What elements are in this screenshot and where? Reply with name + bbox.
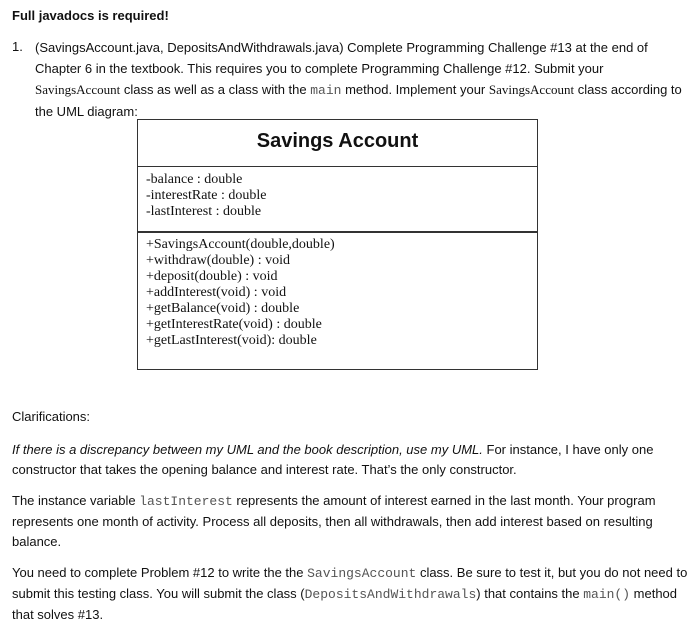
code-savingsaccount: SavingsAccount xyxy=(307,566,417,581)
code-lastinterest: lastInterest xyxy=(139,494,233,509)
paragraph-text: method that solves #13. xyxy=(12,586,678,622)
code-main-method: main() xyxy=(583,587,631,602)
item-text-part1: (SavingsAccount.java, DepositsAndWithdrawals.java) Complete Programming Challenge #13 at the end of Chapter 6 in the textbook. This requires you to complete Programming Challenge #12. Submit your xyxy=(35,40,648,76)
paragraph-text: represents the amount of interest earned in the last month. Your program represents one month of activity. Process all deposits, then all withdrawals, then add interest based on resulting balance. xyxy=(12,493,656,549)
item-text-part2: class as well as a class with the xyxy=(120,82,311,97)
class-name-savingsaccount-2: SavingsAccount xyxy=(488,82,575,97)
list-item-number: 1. xyxy=(12,39,23,54)
uml-attribute: -lastInterest : double xyxy=(146,204,262,219)
code-depositsandwithdrawals: DepositsAndWithdrawals xyxy=(304,587,477,602)
class-name-savingsaccount: SavingsAccount xyxy=(35,82,121,97)
uml-method: +getInterestRate(void) : double xyxy=(146,317,322,332)
list-item-1 xyxy=(12,37,692,122)
uml-method: +addInterest(void) : void xyxy=(146,285,287,300)
clarification-paragraph-3 xyxy=(12,563,692,625)
paragraph-text: The instance variable xyxy=(12,493,140,508)
uml-method: +deposit(double) : void xyxy=(146,269,278,284)
uml-method: +getBalance(void) : double xyxy=(146,301,300,316)
uml-attributes xyxy=(138,167,537,233)
assignment-heading: Full javadocs is required! xyxy=(12,8,169,23)
clarification-paragraph-1 xyxy=(12,440,692,480)
paragraph-text: class. Be sure to test it, but you do not need to submit this testing class. You will submit the class ( xyxy=(12,565,688,601)
clarifications-label: Clarifications: xyxy=(12,409,91,424)
uml-class-title: Savings Account xyxy=(138,120,537,167)
list-item-text xyxy=(35,37,692,122)
clarification-paragraph-2 xyxy=(12,491,692,552)
emphasis-text: If there is a discrepancy between my UML and the book description, use my UML. xyxy=(12,442,483,457)
uml-methods xyxy=(138,233,537,349)
paragraph-text: ) that contains the xyxy=(476,586,584,601)
item-text-part4: class according to the UML diagram: xyxy=(35,82,682,119)
item-text-part3: method. Implement your xyxy=(341,82,489,97)
uml-method: +SavingsAccount(double,double) xyxy=(146,237,335,252)
paragraph-text: You need to complete Problem #12 to write the the xyxy=(12,565,308,580)
uml-attribute: -interestRate : double xyxy=(146,188,267,203)
paragraph-text: For instance, I have only one constructor that takes the opening balance and interest rate. That’s the only constructor. xyxy=(12,442,654,477)
code-main: main xyxy=(310,83,342,98)
uml-attribute: -balance : double xyxy=(146,172,243,187)
uml-method: +getLastInterest(void): double xyxy=(146,333,317,348)
uml-diagram xyxy=(137,119,538,370)
uml-method: +withdraw(double) : void xyxy=(146,253,290,268)
